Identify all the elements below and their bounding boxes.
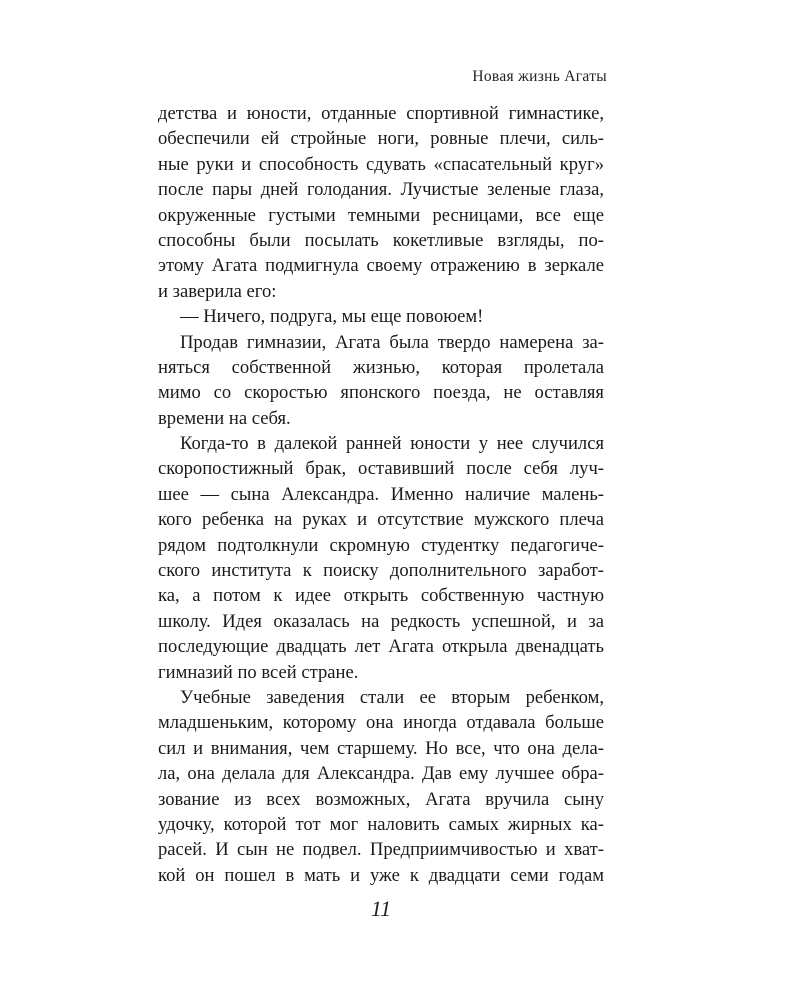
text-line: мимо со скоростью японского поезда, не оставляя: [158, 382, 604, 404]
page-number: 11: [370, 896, 392, 921]
text-line: няться собственной жизнью, которая пролетала: [158, 356, 604, 378]
text-line: младшеньким, которому она иногда отдавала больше: [158, 712, 604, 734]
text-line: зование из всех возможных, Агата вручила сыну: [158, 788, 604, 810]
text-line: Продав гимназии, Агата была твердо намерена за-: [180, 331, 604, 353]
text-line: — Ничего, подруга, мы еще повоюем!: [180, 306, 484, 328]
text-line: способны были посылать кокетливые взгляды, по-: [158, 229, 604, 251]
text-line: кого ребенка на руках и отсутствие мужского плеча: [158, 509, 604, 531]
text-line: Учебные заведения стали ее вторым ребенком,: [180, 686, 604, 708]
text-line: ского института к поиску дополнительного заработ-: [158, 560, 604, 582]
text-line: школу. Идея оказалась на редкость успешной, и за: [158, 610, 604, 632]
text-line: ные руки и способность сдувать «спасательный круг»: [158, 153, 604, 175]
running-head: Новая жизнь Агаты: [472, 68, 607, 85]
paragraph: [158, 431, 604, 685]
paragraph: [158, 330, 604, 432]
text-line: скоропостижный брак, оставивший после себя луч-: [158, 458, 604, 480]
text-line: сил и внимания, чем старшему. Но все, что она дела-: [158, 737, 604, 759]
text-line: удочку, которой тот мог наловить самых жирных ка-: [158, 813, 604, 835]
paragraph: [158, 101, 604, 304]
text-line: времени на себя.: [158, 407, 291, 429]
text-line: гимназий по всей стране.: [158, 661, 359, 683]
text-line: последующие двадцать лет Агата открыла двенадцать: [158, 636, 604, 658]
text-line: шее — сына Александра. Именно наличие малень-: [158, 483, 604, 505]
text-line: после пары дней голодания. Лучистые зеленые глаза,: [158, 179, 604, 201]
text-line: Когда-то в далекой ранней юности у нее случился: [180, 433, 604, 455]
text-line: кой он пошел в мать и уже к двадцати семи годам: [158, 864, 604, 886]
paragraph: [158, 304, 604, 329]
text-line: рядом подтолкнули скромную студентку педагогиче-: [158, 534, 604, 556]
text-line: расей. И сын не подвел. Предприимчивостью и хват-: [158, 839, 604, 861]
text-line: и заверила его:: [158, 280, 277, 302]
text-line: ла, она делала для Александра. Дав ему лучшее обра-: [158, 763, 604, 785]
text-line: обеспечили ей стройные ноги, ровные плечи, силь-: [158, 128, 604, 150]
body-text: [158, 101, 604, 888]
text-line: детства и юности, отданные спортивной гимнастике,: [158, 103, 604, 124]
text-line: этому Агата подмигнула своему отражению в зеркале: [158, 255, 604, 277]
paragraph: [158, 685, 604, 888]
text-line: окруженные густыми темными ресницами, все еще: [158, 204, 604, 226]
text-line: ка, а потом к идее открыть собственную частную: [158, 585, 604, 607]
